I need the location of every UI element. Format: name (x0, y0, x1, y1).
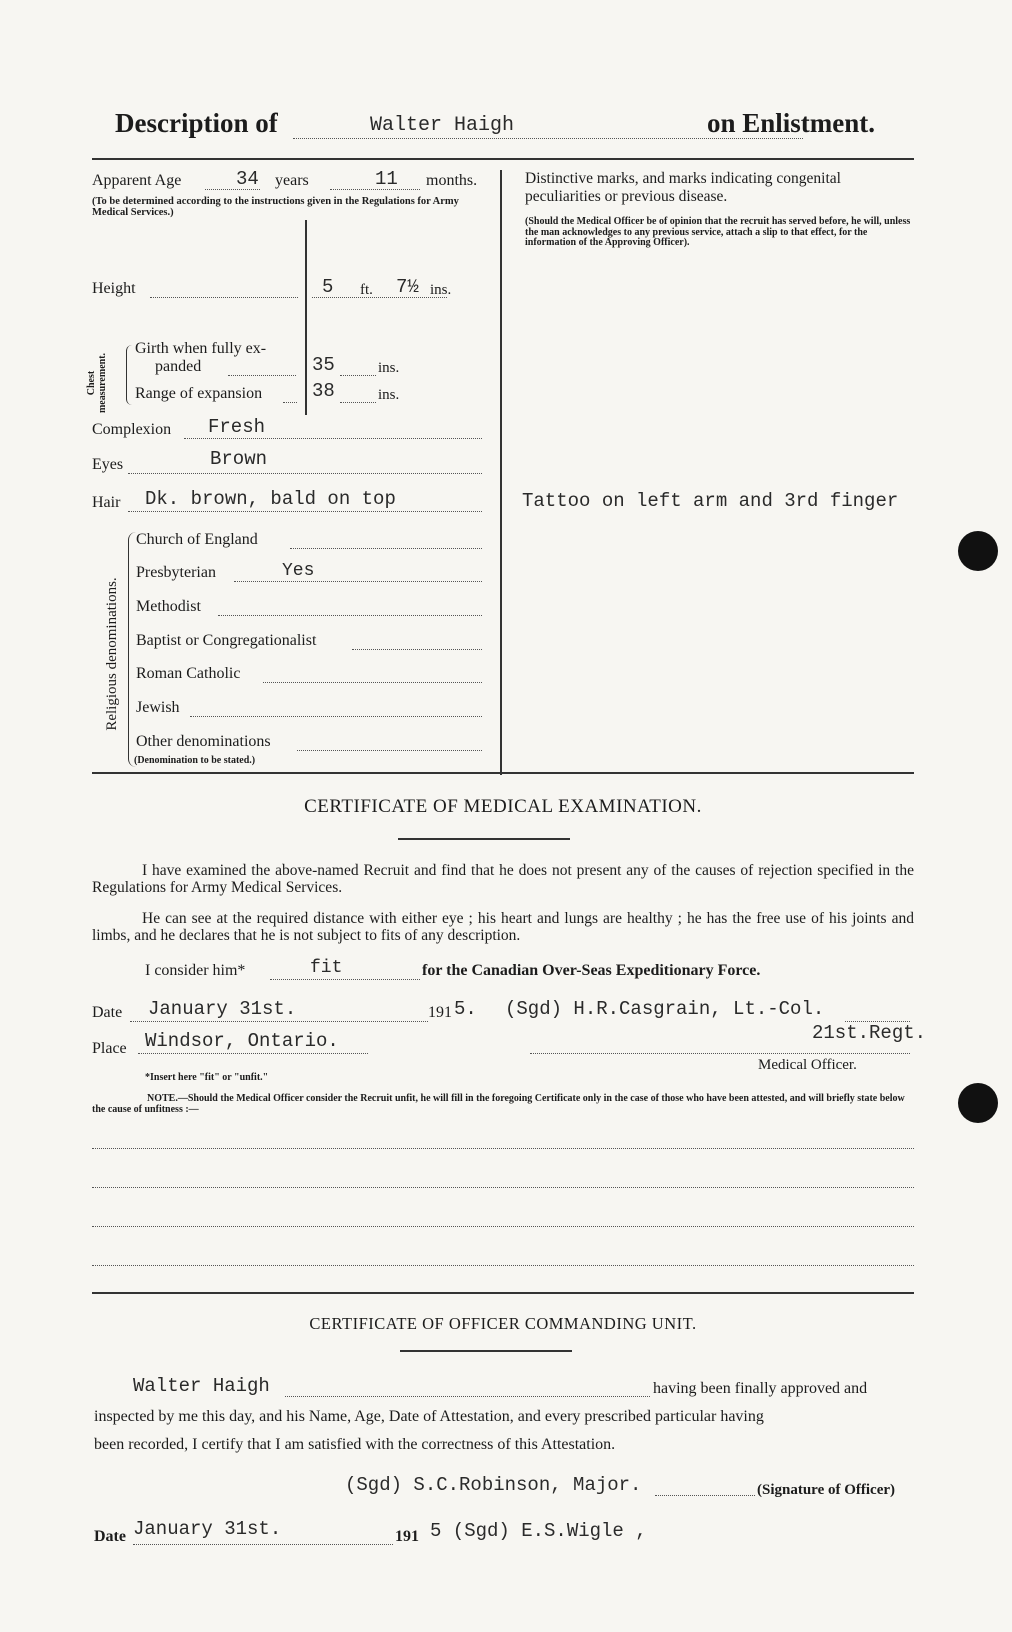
medical-officer-label: Medical Officer. (758, 1057, 857, 1073)
girth-ins-label: ins. (378, 360, 400, 376)
column-divider-inner (305, 220, 307, 415)
medical-place-label: Place (92, 1040, 127, 1057)
commanding-para-1: having been finally approved and (653, 1380, 868, 1397)
age-label: Apparent Age (92, 172, 182, 189)
medical-place-value: Windsor, Ontario. (145, 1030, 339, 1052)
punch-hole-top (958, 531, 998, 571)
header-prefix: Description of (115, 108, 278, 138)
age-note: (To be determined according to the instructions given in the Regulations for Army Medical Services.) (92, 196, 459, 218)
column-divider (500, 170, 502, 775)
religion-side-label: Religious denominations. (104, 577, 120, 731)
girth-label-2: panded (155, 358, 202, 375)
medical-year-digit: 5. (454, 998, 477, 1020)
medical-note: NOTE.—Should the Medical Officer consider the Recruit unfit, he will fill in the foregoing Certificate only in the case of those who have been attested, and will briefly state below the cause of unfitness :— (92, 1093, 905, 1115)
range-value: 38 (312, 380, 335, 402)
commanding-year-prefix: 191 (395, 1528, 419, 1545)
chest-brace (126, 345, 135, 405)
religion-presbyterian: Presbyterian (136, 564, 216, 581)
medical-date-label: Date (92, 1004, 123, 1021)
medical-signature: (Sgd) H.R.Casgrain, Lt.-Col. (505, 998, 825, 1020)
marks-value: Tattoo on left arm and 3rd finger (522, 490, 899, 512)
religion-other-note: (Denomination to be stated.) (134, 755, 256, 766)
form-header (115, 108, 895, 148)
height-ins: 7½ (396, 276, 419, 298)
punch-hole-bottom (958, 1083, 998, 1123)
medical-title-rule (398, 838, 570, 840)
form-lower-rule (92, 1292, 914, 1294)
unfitness-line-4[interactable] (92, 1265, 914, 1266)
age-months: 11 (375, 168, 398, 190)
religion-baptist: Baptist or Congregationalist (136, 632, 317, 649)
presbyterian-value: Yes (282, 561, 315, 581)
commanding-signature-label: (Signature of Officer) (757, 1482, 896, 1498)
recruit-name: Walter Haigh (370, 114, 515, 137)
eyes-value: Brown (210, 448, 268, 470)
form-mid-rule (92, 772, 914, 774)
religion-jewish: Jewish (136, 699, 180, 716)
medical-year-prefix: 191 (428, 1004, 452, 1021)
height-label: Height (92, 280, 136, 297)
commanding-title: CERTIFICATE OF OFFICER COMMANDING UNIT. (309, 1314, 697, 1333)
ft-label: ft. (360, 282, 373, 298)
religion-other: Other denominations (136, 733, 271, 750)
unfitness-line-1[interactable] (92, 1148, 914, 1149)
height-ft: 5 (322, 276, 334, 298)
medical-footnote: *Insert here "fit" or "unfit." (145, 1072, 269, 1083)
medical-title: CERTIFICATE OF MEDICAL EXAMINATION. (304, 796, 702, 817)
chest-side-label: Chest measurement. (86, 352, 108, 414)
consider-prefix: I consider him* (145, 962, 246, 979)
commanding-para-3: been recorded, I certify that I am satisfied with the correctness of this Attestation. (94, 1436, 616, 1453)
ins-label: ins. (430, 282, 452, 298)
header-suffix: on Enlistment. (707, 108, 876, 138)
medical-date-value: January 31st. (148, 998, 297, 1020)
medical-para-1: I have examined the above-named Recruit and find that he does not present any of the causes of rejection specified in the Regulations for Army Medical Services. (92, 862, 914, 896)
commanding-date-value: January 31st. (133, 1518, 282, 1540)
religion-roman-catholic: Roman Catholic (136, 665, 241, 682)
consider-value: fit (310, 958, 343, 978)
commanding-signature: (Sgd) S.C.Robinson, Major. (345, 1474, 642, 1496)
hair-label: Hair (92, 494, 121, 511)
form-top-rule (92, 158, 914, 160)
complexion-value: Fresh (208, 416, 266, 438)
commanding-para-2: inspected by me this day, and his Name, Age, Date of Attestation, and every prescribed particular having (94, 1408, 764, 1425)
commanding-name: Walter Haigh (133, 1375, 270, 1397)
range-label: Range of expansion (135, 385, 263, 402)
commanding-year-rest: 5 (Sgd) E.S.Wigle , (430, 1520, 647, 1542)
unfitness-line-3[interactable] (92, 1226, 914, 1227)
religion-church-of-england: Church of England (136, 531, 258, 548)
marks-note: (Should the Medical Officer be of opinion that the recruit has served before, he will, unless the man acknowledges to any previous service, attach a slip to that effect, for the information of the Approving Officer). (525, 216, 911, 248)
range-ins-label: ins. (378, 387, 400, 403)
commanding-title-rule (400, 1350, 572, 1352)
age-years: 34 (236, 168, 259, 190)
years-label: years (275, 172, 309, 189)
girth-value: 35 (312, 354, 335, 376)
complexion-label: Complexion (92, 421, 172, 438)
medical-para-2: He can see at the required distance with either eye ; his heart and lungs are healthy ; he has the free use of his joints and limbs, and he declares that he is not subject to fits of any description. (92, 910, 914, 944)
hair-value: Dk. brown, bald on top (145, 488, 396, 510)
marks-heading: Distinctive marks, and marks indicating congenital peculiarities or previous disease. (525, 170, 841, 205)
months-label: months. (426, 172, 478, 189)
religion-methodist: Methodist (136, 598, 201, 615)
unfitness-line-2[interactable] (92, 1187, 914, 1188)
eyes-label: Eyes (92, 456, 124, 473)
consider-suffix: for the Canadian Over-Seas Expeditionary Force. (422, 962, 761, 979)
medical-regiment: 21st.Regt. (812, 1022, 927, 1044)
commanding-date-label: Date (94, 1528, 126, 1545)
girth-label-1: Girth when fully ex- (135, 340, 267, 357)
